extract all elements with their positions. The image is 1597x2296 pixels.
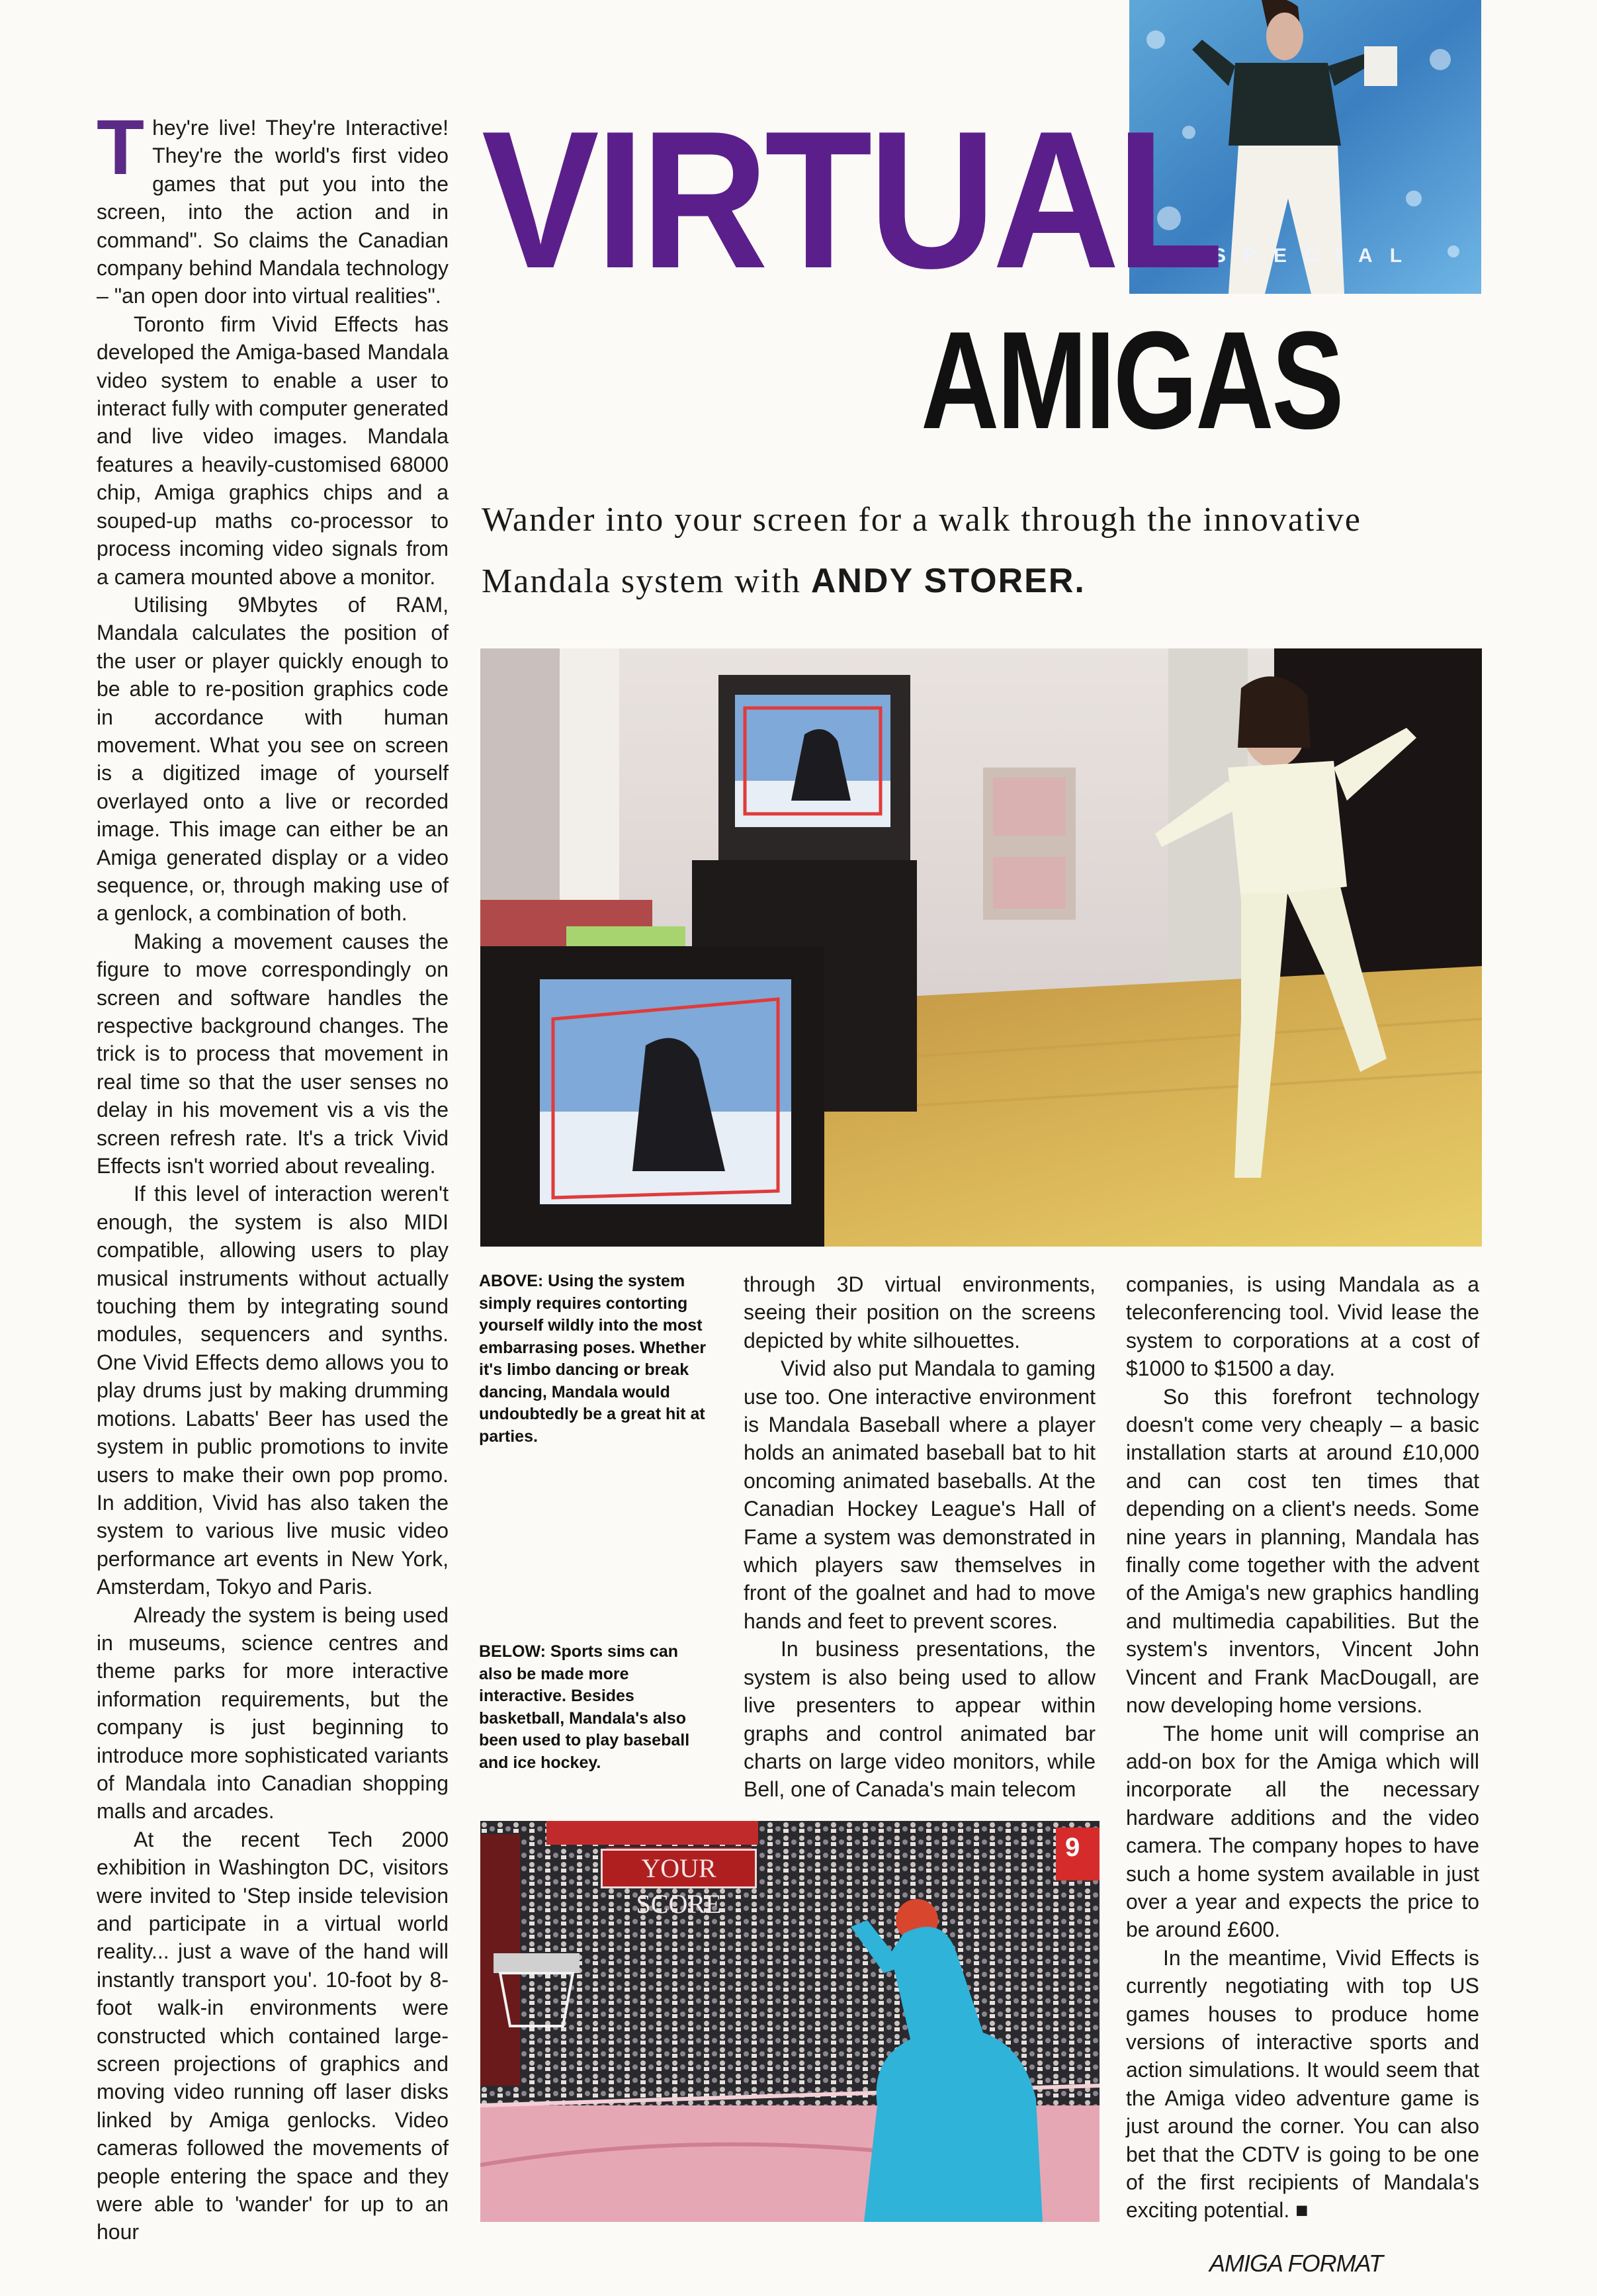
main-photo-illustration (480, 648, 1482, 1247)
caption-below: BELOW: Sports sims can also be made more interactive. Besides basketball, Mandala's also been used to play baseball and ice hockey. (479, 1642, 690, 1772)
paragraph: The home unit will comprise an add-on box for the Amiga which will incorporate all the necessary hardware additions and the video camera. The company hopes to have such a home system available in just over a year and expects the price to be around £600. (1126, 1721, 1479, 1942)
paragraph: hey're live! They're Interactive! They're the world's first video games that put you into the screen, into the action and in command". So claims the Canadian company behind Mandala technology – "an open door into virtual realities". (97, 116, 449, 308)
footer-magazine-name: AMIGA FORMAT (1209, 2250, 1383, 2277)
game-photo (480, 1821, 1100, 2222)
paragraph: Making a movement causes the figure to move correspondingly on screen and software handles the respective background changes. The trick is to process that movement in real time so that the user senses no delay in his movement vis a vis the screen refresh rate. It's a trick Vivid Effects isn't worried about revealing. (97, 929, 449, 1178)
paragraph: So this forefront technology doesn't come very cheaply – a basic installation starts at around £10,000 and can cost ten times that depending on a client's needs. Some nine years in planning, Mandala has finally come together with the advent of the Amiga's new graphics handling and multimedia capabilities. But the system's inventors, Vincent John Vincent and Frank MacDougall, are now developing home versions. (1126, 1384, 1479, 1718)
main-photo (480, 648, 1482, 1247)
paragraph: Vivid also put Mandala to gaming use too. One interactive environment is Mandala Baseball where a player holds an animated baseball bat to hit oncoming animated baseballs. At the Canadian Hockey League's Hall of Fame a system was demonstrated in which players saw themselves in front of the goalnet and had to move hands and feet to prevent scores. (744, 1356, 1096, 1633)
paragraph: Utilising 9Mbytes of RAM, Mandala calculates the position of the user or player quickly enough to be able to re-position graphics code in accordance with human movement. What you see on screen is a digitized image of yourself overlayed onto a live or recorded image. This image can either be an Amiga generated display or a video sequence, or, through making use of a genlock, a combination of both. (97, 592, 449, 926)
game-photo-illustration (480, 1821, 1100, 2222)
paragraph: Toronto firm Vivid Effects has developed the Amiga-based Mandala video system to enable a user to interact fully with computer generated and live video images. Mandala features a heavily-customised 68000 chip, Amiga graphics chips and a souped-up maths co-processor to process incoming video signals from a camera mounted above a monitor. (97, 312, 449, 589)
paragraph: companies, is using Mandala as a teleconferencing tool. Vivid lease the system to corporations at a cost of $1000 to $1500 a day. (1126, 1272, 1479, 1381)
paragraph: In the meantime, Vivid Effects is currently negotiating with top US games houses to produce home versions of interactive sports and action simulations. It would seem that the Amiga video adventure game is just around the corner. You can also bet that the CDTV is going to be one of the first recipients of Mandala's exciting potential. ■ (1126, 1945, 1479, 2223)
paragraph: through 3D virtual environments, seeing their position on the screens depicted by white silhouettes. (744, 1272, 1096, 1352)
standfirst (482, 490, 1487, 612)
column-4 (1126, 1270, 1479, 2225)
drop-cap: T (97, 104, 145, 191)
title-virtual: VIRTUAL (482, 90, 1221, 309)
score-sign: YOUR SCORE (601, 1849, 757, 1888)
standfirst-text: Wander into your screen for a walk through the innovative Mandala system with (482, 501, 1361, 600)
title-amigas: AMIGAS (921, 302, 1342, 458)
special-label: SPECIAL (1213, 245, 1420, 267)
scoreboard-digit: 9 (1065, 1833, 1080, 1862)
column-3 (744, 1270, 1096, 1804)
column-1 (97, 104, 449, 2246)
paragraph: In business presentations, the system is also being used to allow live presenters to appear within graphs and control animated bar charts on large video monitors, while Bell, one of Canada's main telecom (744, 1637, 1096, 1802)
paragraph: At the recent Tech 2000 exhibition in Washington DC, visitors were invited to 'Step inside television and participate in a virtual world reality... just a wave of the hand will instantly transport you'. 10-foot by 8-foot walk-in environments were constructed which contained large-screen projections of graphics and moving video running off laser disks linked by Amiga genlocks. Video cameras followed the movements of people entering the space and they were able to 'wander' for up to an hour (97, 1827, 449, 2244)
paragraph: If this level of interaction weren't enough, the system is also MIDI compatible, allowing users to play musical instruments without actually touching them by integrating sound modules, sequencers and synths. One Vivid Effects demo allows you to play drums just by making drumming motions. Labatts' Beer has used the system in public promotions to invite users to make their own pop promo. In addition, Vivid has also taken the system to various live music video performance art events in New York, Amsterdam, Tokyo and Paris. (97, 1182, 449, 1599)
paragraph: Already the system is being used in museums, science centres and theme parks for more interactive information requirements, but the company is just beginning to introduce more sophisticated variants of Mandala into Canadian shopping malls and arcades. (97, 1603, 449, 1824)
author-name: ANDY STORER. (810, 562, 1086, 600)
caption-above: ABOVE: Using the system simply requires contorting yourself wildly into the most embarrasing poses. Whether it's limbo dancing or break dancing, Mandala would undoubtedly be a great hit at parties. (479, 1272, 707, 1446)
